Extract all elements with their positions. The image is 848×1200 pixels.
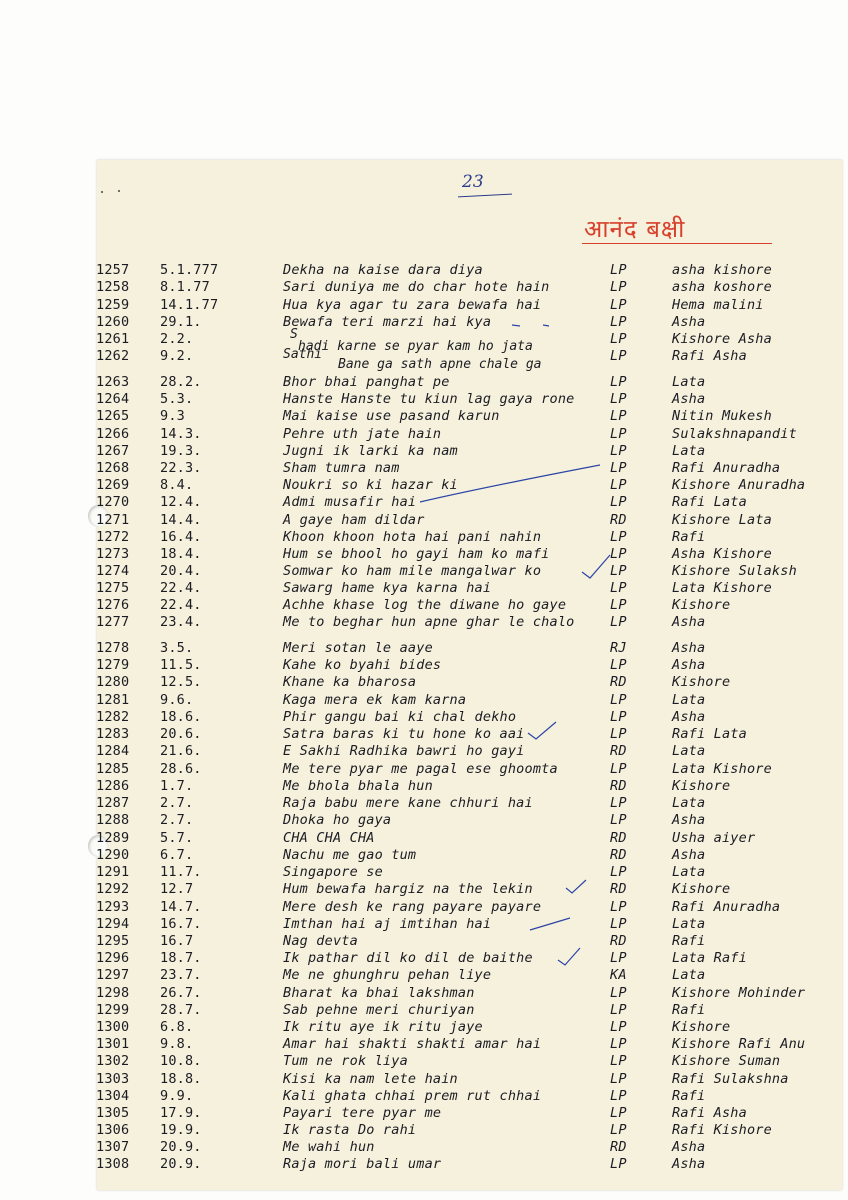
row-number: 1306 [96,1122,130,1138]
row-singers: Kishore [672,1019,731,1035]
row-music-director: LP [610,374,627,390]
row-song-title: Kaga mera ek kam karna [283,692,467,708]
row-singers: Asha [672,709,706,725]
row-music-director: RJ [610,640,627,656]
row-number: 1296 [96,950,130,966]
row-date: 11.7. [160,864,202,880]
row-music-director: LP [610,529,627,545]
row-number: 1298 [96,985,130,1001]
row-singers: Kishore [672,597,731,613]
row-number: 1285 [96,761,130,777]
row-date: 23.7. [160,967,202,983]
row-music-director: LP [610,657,627,673]
row-music-director: LP [610,546,627,562]
row-singers: Rafi [672,1088,706,1104]
row-song-title: Kahe ko byahi bides [283,657,442,673]
row-date: 16.7. [160,916,202,932]
row-song-title: Sawarg hame kya karna hai [283,580,492,596]
row-date: 17.9. [160,1105,202,1121]
row-music-director: RD [610,743,627,759]
row-song-title: Phir gangu bai ki chal dekho [283,709,517,725]
row-date: 14.4. [160,512,202,528]
row-date: 12.5. [160,674,202,690]
row-music-director: LP [610,477,627,493]
row-date: 6.7. [160,847,194,863]
row-music-director: LP [610,1105,627,1121]
row-singers: Kishore [672,674,731,690]
row-music-director: LP [610,1053,627,1069]
page-title: आनंद बक्षी [584,215,686,243]
row-music-director: LP [610,950,627,966]
row-number: 1276 [96,597,130,613]
row-date: 19.9. [160,1122,202,1138]
row-number: 1302 [96,1053,130,1069]
row-date: 2.7. [160,812,194,828]
row-number: 1264 [96,391,130,407]
row-song-title: Dekha na kaise dara diya [283,262,483,278]
row-music-director: LP [610,795,627,811]
row-music-director: LP [610,864,627,880]
row-number: 1289 [96,830,130,846]
row-date: 14.1.77 [160,297,219,313]
row-music-director: LP [610,443,627,459]
row-song-title: Hanste Hanste tu kiun lag gaya rone [283,391,575,407]
row-number: 1259 [96,297,130,313]
row-date: 2.2. [160,331,194,347]
row-date: 18.6. [160,709,202,725]
row-date: 28.2. [160,374,202,390]
row-number: 1257 [96,262,130,278]
row-music-director: RD [610,847,627,863]
row-date: 20.9. [160,1156,202,1172]
row-song-title: E Sakhi Radhika bawri ho gayi [283,743,525,759]
row-song-title: Me tere pyar me pagal ese ghoomta [283,761,558,777]
row-date: 8.4. [160,477,194,493]
row-date: 3.5. [160,640,194,656]
row-singers: Asha [672,812,706,828]
row-date: 16.7 [160,933,194,949]
row-singers: asha koshore [672,279,772,295]
row-song-title: Noukri so ki hazar ki [283,477,458,493]
row-song-title: Me wahi hun [283,1139,375,1155]
row-number: 1270 [96,494,130,510]
row-singers: Rafi Sulakshna [672,1071,789,1087]
row-date: 21.6. [160,743,202,759]
row-song-title: Khane ka bharosa [283,674,417,690]
row-date: 18.4. [160,546,202,562]
row-singers: Usha aiyer [672,830,756,846]
row-date: 9.3 [160,408,185,424]
row-number: 1290 [96,847,130,863]
row-number: 1260 [96,314,130,330]
row-song-title: Me bhola bhala hun [283,778,433,794]
row-singers: Rafi Anuradha [672,899,781,915]
row-singers: Rafi Asha [672,1105,747,1121]
row-music-director: LP [610,726,627,742]
row-date: 9.9. [160,1088,194,1104]
row-date: 29.1. [160,314,202,330]
row-song-title: Nag devta [283,933,358,949]
row-date: 26.7. [160,985,202,1001]
row-song-title: Sham tumra nam [283,460,400,476]
row-date: 20.9. [160,1139,202,1155]
row-date: 18.8. [160,1071,202,1087]
row-music-director: LP [610,314,627,330]
row-song-title: Kisi ka nam lete hain [283,1071,458,1087]
row-singers: Asha [672,640,706,656]
row-song-title: Payari tere pyar me [283,1105,442,1121]
row-date: 16.4. [160,529,202,545]
row-song-title: Hua kya agar tu zara bewafa hai [283,297,542,313]
row-singers: Kishore [672,881,731,897]
row-song-title: Meri sotan le aaye [283,640,433,656]
row-number: 1300 [96,1019,130,1035]
row-singers: Rafi Lata [672,494,747,510]
row-music-director: LP [610,692,627,708]
row-music-director: LP [610,580,627,596]
row-singers: Kishore [672,778,731,794]
row-number: 1304 [96,1088,130,1104]
row-singers: Lata [672,692,706,708]
row-singers: Asha [672,614,706,630]
row-song-title: Mai kaise use pasand karun [283,408,500,424]
row-date: 23.4. [160,614,202,630]
row-music-director: LP [610,761,627,777]
row-singers: Asha [672,847,706,863]
row-singers: Lata [672,743,706,759]
row-song-title: Mere desh ke rang payare payare [283,899,542,915]
row-song-title: Ik ritu aye ik ritu jaye [283,1019,483,1035]
row-music-director: RD [610,674,627,690]
row-number: 1286 [96,778,130,794]
row-song-title: Sab pehne meri churiyan [283,1002,475,1018]
row-singers: Kishore Asha [672,331,772,347]
row-music-director: LP [610,348,627,364]
row-music-director: LP [610,899,627,915]
row-date: 14.3. [160,426,202,442]
row-number: 1287 [96,795,130,811]
row-singers: Rafi [672,933,706,949]
row-number: 1273 [96,546,130,562]
row-song-title: Singapore se [283,864,383,880]
row-number: 1278 [96,640,130,656]
row-number: 1265 [96,408,130,424]
row-date: 5.1.777 [160,262,219,278]
row-music-director: RD [610,778,627,794]
entry-1261-title-top: S [290,327,298,342]
row-song-title: Admi musafir hai [283,494,417,510]
row-music-director: LP [610,331,627,347]
row-number: 1303 [96,1071,130,1087]
row-song-title: Me to beghar hun apne ghar le chalo [283,614,575,630]
row-song-title: Ik rasta Do rahi [283,1122,417,1138]
row-number: 1293 [96,899,130,915]
row-number: 1262 [96,348,130,364]
entry-1262-title: Bane ga sath apne chale ga [338,357,542,372]
row-singers: Sulakshnapandit [672,426,797,442]
row-singers: Lata [672,795,706,811]
row-song-title: Sari duniya me do char hote hain [283,279,550,295]
row-music-director: RD [610,933,627,949]
row-music-director: RD [610,881,627,897]
row-date: 20.4. [160,563,202,579]
row-number: 1267 [96,443,130,459]
row-singers: Kishore Lata [672,512,772,528]
row-singers: Lata [672,374,706,390]
row-number: 1280 [96,674,130,690]
row-number: 1284 [96,743,130,759]
row-singers: Asha Kishore [672,546,772,562]
row-song-title: Pehre uth jate hain [283,426,442,442]
row-date: 5.3. [160,391,194,407]
row-song-title: Nachu me gao tum [283,847,417,863]
row-song-title: Bharat ka bhai lakshman [283,985,475,1001]
row-number: 1274 [96,563,130,579]
row-singers: Nitin Mukesh [672,408,772,424]
row-singers: Lata [672,916,706,932]
row-music-director: LP [610,279,627,295]
row-number: 1295 [96,933,130,949]
row-music-director: LP [610,408,627,424]
row-singers: Kishore Suman [672,1053,781,1069]
row-number: 1299 [96,1002,130,1018]
row-song-title: Jugni ik larki ka nam [283,443,458,459]
row-singers: Kishore Anuradha [672,477,806,493]
row-song-title: Dhoka ho gaya [283,812,392,828]
row-number: 1282 [96,709,130,725]
row-date: 5.7. [160,830,194,846]
row-music-director: LP [610,916,627,932]
row-singers: Asha [672,657,706,673]
row-number: 1258 [96,279,130,295]
row-song-title: Imthan hai aj imtihan hai [283,916,492,932]
row-number: 1308 [96,1156,130,1172]
row-number: 1269 [96,477,130,493]
row-singers: Rafi Kishore [672,1122,772,1138]
row-music-director: LP [610,1156,627,1172]
row-number: 1292 [96,881,130,897]
row-music-director: RD [610,512,627,528]
row-music-director: LP [610,1088,627,1104]
row-singers: Rafi Asha [672,348,747,364]
row-singers: Lata Kishore [672,761,772,777]
row-song-title: A gaye ham dildar [283,512,425,528]
row-music-director: RD [610,830,627,846]
row-date: 9.6. [160,692,194,708]
row-date: 22.4. [160,597,202,613]
row-music-director: KA [610,967,627,983]
row-music-director: LP [610,391,627,407]
row-number: 1281 [96,692,130,708]
row-music-director: LP [610,1036,627,1052]
row-date: 8.1.77 [160,279,210,295]
row-singers: Rafi Lata [672,726,747,742]
row-music-director: LP [610,460,627,476]
row-song-title: Hum se bhool ho gayi ham ko mafi [283,546,550,562]
page-number: 23 [462,172,484,192]
row-date: 2.7. [160,795,194,811]
row-singers: Kishore Rafi Anu [672,1036,806,1052]
row-number: 1288 [96,812,130,828]
row-number: 1272 [96,529,130,545]
row-date: 19.3. [160,443,202,459]
row-song-title: Raja mori bali umar [283,1156,442,1172]
row-song-title: Bhor bhai panghat pe [283,374,450,390]
row-date: 22.4. [160,580,202,596]
row-number: 1268 [96,460,130,476]
row-number: 1294 [96,916,130,932]
row-date: 12.4. [160,494,202,510]
row-number: 1301 [96,1036,130,1052]
row-music-director: LP [610,812,627,828]
row-singers: Rafi Anuradha [672,460,781,476]
row-date: 11.5. [160,657,202,673]
row-date: 22.3. [160,460,202,476]
row-singers: Rafi [672,1002,706,1018]
row-song-title: Bewafa teri marzi hai kya [283,314,492,330]
row-song-title: Satra baras ki tu hone ko aai [283,726,525,742]
entry-1261-title: hadi karne se pyar kam ho jata [298,339,533,354]
row-date: 28.6. [160,761,202,777]
row-song-title: Hum bewafa hargiz na the lekin [283,881,533,897]
row-singers: asha kishore [672,262,772,278]
row-song-title: CHA CHA CHA [283,830,375,846]
row-song-title: Khoon khoon hota hai pani nahin [283,529,542,545]
row-singers: Lata [672,864,706,880]
row-date: 9.2. [160,348,194,364]
row-number: 1271 [96,512,130,528]
row-singers: Asha [672,391,706,407]
row-singers: Asha [672,1156,706,1172]
row-song-title: Achhe khase log the diwane ho gaye [283,597,567,613]
row-number: 1283 [96,726,130,742]
row-singers: Lata Kishore [672,580,772,596]
row-number: 1291 [96,864,130,880]
row-song-title: Kali ghata chhai prem rut chhai [283,1088,542,1104]
row-music-director: LP [610,426,627,442]
entry-1262-sathi: Sathi [283,347,323,362]
row-singers: Asha [672,1139,706,1155]
row-music-director: LP [610,985,627,1001]
row-date: 6.8. [160,1019,194,1035]
row-music-director: LP [610,494,627,510]
row-date: 18.7. [160,950,202,966]
row-song-title: Raja babu mere kane chhuri hai [283,795,533,811]
row-number: 1263 [96,374,130,390]
row-number: 1307 [96,1139,130,1155]
row-music-director: LP [610,262,627,278]
row-number: 1261 [96,331,130,347]
row-music-director: LP [610,1122,627,1138]
row-number: 1297 [96,967,130,983]
row-number: 1279 [96,657,130,673]
row-date: 28.7. [160,1002,202,1018]
row-song-title: Somwar ko ham mile mangalwar ko [283,563,542,579]
row-music-director: LP [610,614,627,630]
row-singers: Kishore Mohinder [672,985,806,1001]
row-date: 14.7. [160,899,202,915]
row-song-title: Ik pathar dil ko dil de baithe [283,950,533,966]
row-music-director: LP [610,1002,627,1018]
row-song-title: Tum ne rok liya [283,1053,408,1069]
row-singers: Kishore Sulaksh [672,563,797,579]
row-date: 1.7. [160,778,194,794]
row-date: 9.8. [160,1036,194,1052]
row-number: 1277 [96,614,130,630]
row-music-director: LP [610,297,627,313]
row-singers: Hema malini [672,297,764,313]
row-music-director: RD [610,1139,627,1155]
row-number: 1305 [96,1105,130,1121]
row-date: 10.8. [160,1053,202,1069]
row-music-director: LP [610,709,627,725]
row-singers: Lata [672,967,706,983]
row-song-title: Amar hai shakti shakti amar hai [283,1036,542,1052]
row-date: 20.6. [160,726,202,742]
row-date: 12.7 [160,881,194,897]
row-singers: Lata [672,443,706,459]
row-singers: Rafi [672,529,706,545]
row-singers: Lata Rafi [672,950,747,966]
row-number: 1266 [96,426,130,442]
row-music-director: LP [610,1019,627,1035]
row-music-director: LP [610,563,627,579]
row-music-director: LP [610,597,627,613]
row-number: 1275 [96,580,130,596]
row-music-director: LP [610,1071,627,1087]
row-singers: Asha [672,314,706,330]
row-song-title: Me ne ghunghru pehan liye [283,967,492,983]
